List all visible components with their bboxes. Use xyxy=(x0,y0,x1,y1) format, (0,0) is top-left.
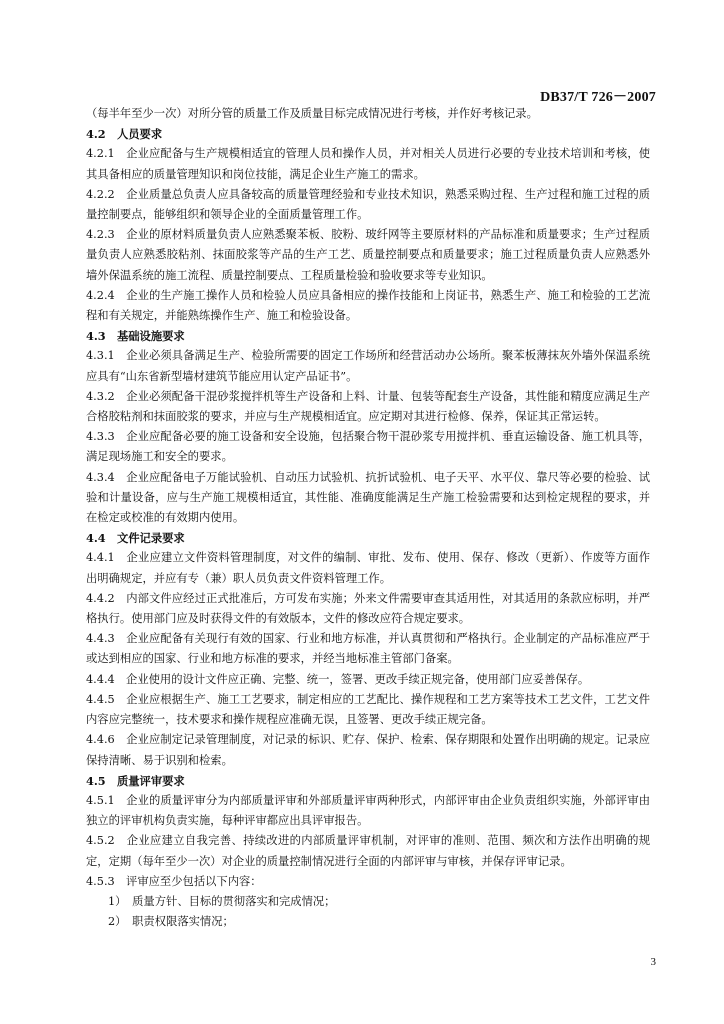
clause-4-2-1: 4.2.1 企业应配备与生产规模相适宜的管理人员和操作人员，并对相关人员进行必要的专业技术培训和考核，使其具备相应的质量管理知识和岗位技能，满足企业生产施工的需求。 xyxy=(86,147,650,181)
list-item: 1） 质量方针、目标的贯彻落实和完成情况； xyxy=(108,894,336,908)
clause-4-4-3: 4.4.3 企业应配备有关现行有效的国家、行业和地方标准，并认真贯彻和严格执行。企业制定的产品标准应严于或达到相应的国家、行业和地方标准的要求，并经当地标准主管部门备案。 xyxy=(86,632,650,666)
clause-4-4-5: 4.4.5 企业应根据生产、施工工艺要求，制定相应的工艺配比、操作规程和工艺方案等技术工艺文件，工艺文件内容应完整统一，技术要求和操作规程应准确无误，且签署、更改手续正规完备。 xyxy=(86,692,650,727)
clause-4-2-4: 4.2.4 企业的生产施工操作人员和检验人员应具备相应的操作技能和上岗证书，熟悉生产、施工和检验的工艺流程和有关规定，并能熟练操作生产、施工和检验设备。 xyxy=(86,288,650,323)
clause-4-3-1: 4.3.1 企业必须具备满足生产、检验所需要的固定工作场所和经营活动办公场所。聚苯板薄抹灰外墙外保温系统应具有“山东省新型墙材建筑节能应用认定产品证书”。 xyxy=(86,349,650,383)
document-body xyxy=(86,104,650,932)
document-code: DB37/T 726－2007 xyxy=(540,90,656,105)
clause-4-2-2: 4.2.2 企业质量总负责人应具备较高的质量管理经验和专业技术知识，熟悉采购过程、生产过程和施工过程的质量控制要点，能够组织和领导企业的全面质量管理工作。 xyxy=(86,187,650,222)
clause-4-5-2: 4.5.2 企业应建立自我完善、持续改进的内部质量评审机制，对评审的准则、范围、频次和方法作出明确的规定，定期（每年至少一次）对企业的质量控制情况进行全面的内部评审与审核，并保存评审记录。 xyxy=(86,834,650,868)
clause-4-4-2: 4.4.2 内部文件应经过正式批准后，方可发布实施；外来文件需要审查其适用性，对其适用的条款应标明，并严格执行。使用部门应及时获得文件的有效版本，文件的修改应符合规定要求。 xyxy=(86,591,650,626)
clause-4-4-6: 4.4.6 企业应制定记录管理制度，对记录的标识、贮存、保护、检索、保存期限和处置作出明确的规定。记录应保持清晰、易于识别和检索。 xyxy=(86,733,650,767)
paragraph-continuation: （每半年至少一次）对所分管的质量工作及质量目标完成情况进行考核，并作好考核记录。 xyxy=(86,107,538,120)
clause-4-2-3: 4.2.3 企业的原材料质量负责人应熟悉聚苯板、胶粉、玻纤网等主要原材料的产品标准和质量要求；生产过程质量负责人应熟悉胶粘剂、抹面胶浆等产品的生产工艺、质量控制要点和质量要求；施工过程质量负责人应熟悉外墙外保温系统的施工流程、质量控制要点、工程质量检验和验收要求等专业知识。 xyxy=(86,228,650,282)
clause-4-5-1: 4.5.1 企业的质量评审分为内部质量评审和外部质量评审两种形式，内部评审由企业负责组织实施，外部评审由独立的评审机构负责实施，每种评审都应出具评审报告。 xyxy=(86,793,650,828)
clause-4-3-2: 4.3.2 企业必须配备干混砂浆搅拌机等生产设备和上料、计量、包装等配套生产设备，其性能和精度应满足生产合格胶粘剂和抹面胶浆的要求，并应与生产规模相适宜。应定期对其进行检修、保养，保证其正常运转。 xyxy=(86,389,650,424)
clause-4-4-1: 4.4.1 企业应建立文件资料管理制度，对文件的编制、审批、发布、使用、保存、修改（更新）、作废等方面作出明确规定，并应有专（兼）职人员负责文件资料管理工作。 xyxy=(86,551,650,585)
list-item: 2） 职责权限落实情况； xyxy=(108,915,234,929)
section-heading-4-3: 4.3 基础设施要求 xyxy=(86,329,185,344)
section-heading-4-5: 4.5 质量评审要求 xyxy=(86,773,185,788)
clause-4-3-3: 4.3.3 企业应配备必要的施工设备和安全设施，包括聚合物干混砂浆专用搅拌机、垂直运输设备、施工机具等，满足现场施工和安全的要求。 xyxy=(86,430,650,464)
clause-4-3-4: 4.3.4 企业应配备电子万能试验机、自动压力试验机、抗折试验机、电子天平、水平仪、靠尺等必要的检验、试验和计量设备，应与生产施工规模相适宜，其性能、准确度能满足生产施工检验需要和达到检定规程的要求，并在检定或校准的有效期内使用。 xyxy=(86,470,650,525)
clause-4-4-4: 4.4.4 企业使用的设计文件应正确、完整、统一，签署、更改手续正规完备，使用部门应妥善保存。 xyxy=(86,672,590,686)
section-heading-4-4: 4.4 文件记录要求 xyxy=(86,531,185,546)
page-number: 3 xyxy=(650,956,656,968)
section-heading-4-2: 4.2 人员要求 xyxy=(86,127,163,142)
clause-4-5-3: 4.5.3 评审应至少包括以下内容： xyxy=(86,874,262,888)
